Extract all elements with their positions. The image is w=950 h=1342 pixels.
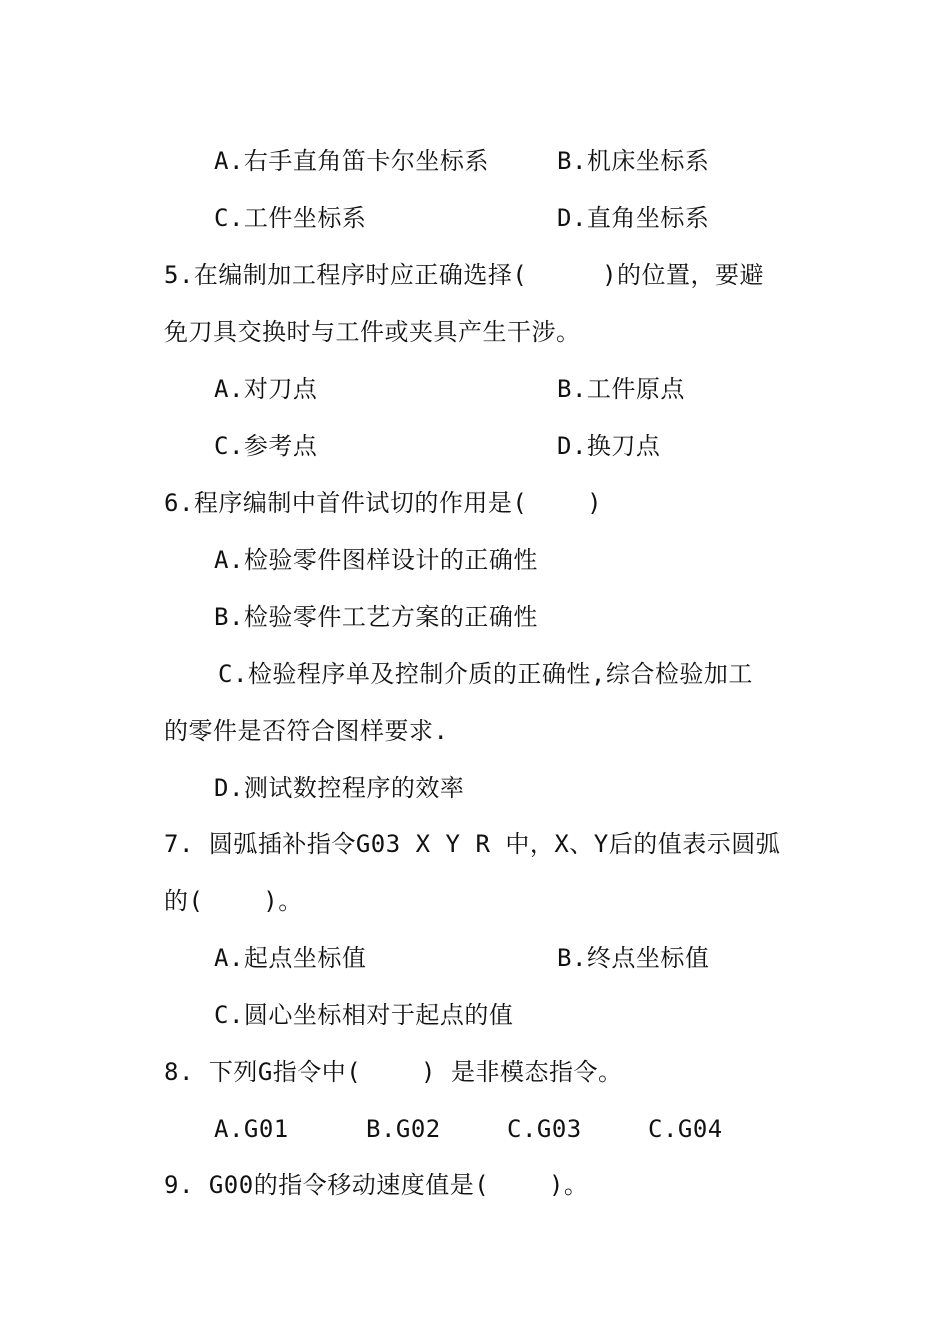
q4-option-c: C.工件坐标系 xyxy=(214,204,367,232)
q7-stem-line1: 7. 圆弧插补指令G03 X Y R 中，X、Y后的值表示圆弧 xyxy=(164,830,781,858)
q6-option-b: B.检验零件工艺方案的正确性 xyxy=(214,603,538,631)
q6-option-c-line1: C.检验程序单及控制介质的正确性,综合检验加工 xyxy=(218,660,753,688)
q5-stem-line2: 免刀具交换时与工件或夹具产生干涉。 xyxy=(164,318,581,346)
q8-option-b: B.G02 xyxy=(366,1115,441,1143)
q8-option-a: A.G01 xyxy=(214,1115,289,1143)
q8-option-d: C.G04 xyxy=(648,1115,723,1143)
q5-option-a: A.对刀点 xyxy=(214,375,318,403)
q6-option-a: A.检验零件图样设计的正确性 xyxy=(214,546,538,574)
q6-option-c-line2: 的零件是否符合图样要求. xyxy=(164,717,449,745)
q7-option-b: B.终点坐标值 xyxy=(557,944,710,972)
q6-stem: 6.程序编制中首件试切的作用是( ) xyxy=(164,489,603,517)
q8-stem: 8. 下列G指令中( ) 是非模态指令。 xyxy=(164,1058,623,1086)
q5-option-b: B.工件原点 xyxy=(557,375,685,403)
q7-option-a: A.起点坐标值 xyxy=(214,944,367,972)
q7-stem-line2: 的( )。 xyxy=(164,887,303,915)
q9-stem: 9. G00的指令移动速度值是( )。 xyxy=(164,1171,589,1199)
q4-option-b: B.机床坐标系 xyxy=(557,147,710,175)
q6-option-d: D.测试数控程序的效率 xyxy=(214,774,465,802)
q5-option-c: C.参考点 xyxy=(214,432,318,460)
q8-option-c: C.G03 xyxy=(507,1115,582,1143)
q4-option-d: D.直角坐标系 xyxy=(557,204,710,232)
q4-option-a: A.右手直角笛卡尔坐标系 xyxy=(214,147,489,175)
q5-option-d: D.换刀点 xyxy=(557,432,661,460)
q5-stem-line1: 5.在编制加工程序时应正确选择( )的位置，要避 xyxy=(164,261,765,289)
q7-option-c: C.圆心坐标相对于起点的值 xyxy=(214,1001,514,1029)
